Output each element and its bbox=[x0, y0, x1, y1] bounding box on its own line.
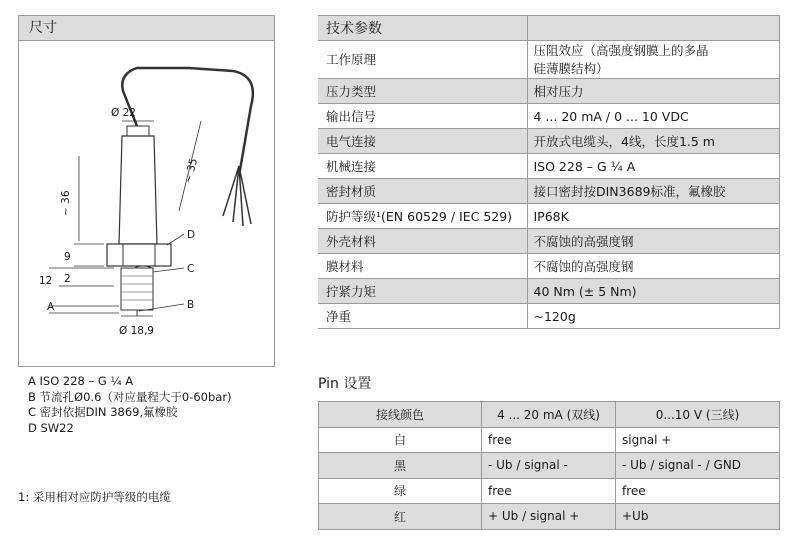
dimension-panel bbox=[18, 15, 275, 367]
legend-item: C 密封依据DIN 3869,氟橡胶 bbox=[28, 405, 178, 419]
table-row: 压力类型 相对压力 bbox=[318, 79, 780, 104]
table-row: 机械连接 ISO 228 – G ¼ A bbox=[318, 154, 780, 179]
dim-d22: Ø 22 bbox=[111, 107, 136, 119]
dim-35: ~ 35 bbox=[182, 157, 201, 185]
sensor-body bbox=[119, 136, 157, 244]
table-row: 膜材料 不腐蚀的高强度钢 bbox=[318, 254, 780, 279]
dim-d189: Ø 18,9 bbox=[119, 325, 154, 337]
legend-item: B 节流孔Ø0.6（对应量程大于0-60bar) bbox=[28, 389, 232, 404]
legend bbox=[28, 374, 232, 436]
sensor-drawing bbox=[19, 16, 276, 368]
tech-table bbox=[318, 15, 780, 329]
hex-nut bbox=[107, 244, 171, 266]
legend-item: A ISO 228 – G ¼ A bbox=[28, 374, 134, 388]
legend-item: D SW22 bbox=[28, 420, 74, 435]
table-row: 工作原理 压阻效应（高强度钢膜上的多晶 硅薄膜结构） bbox=[318, 41, 780, 79]
pin-table bbox=[318, 401, 780, 530]
table-row: 外壳材料 不腐蚀的高强度钢 bbox=[318, 229, 780, 254]
table-row: 电气连接 开放式电缆头，4线，长度1.5 m bbox=[318, 129, 780, 154]
table-row: 红 + Ub / signal + +Ub bbox=[319, 504, 780, 530]
label-A: A bbox=[47, 301, 55, 313]
pin-header: 接线颜色 bbox=[319, 402, 482, 428]
table-row: 净重 ~120g bbox=[318, 304, 780, 329]
pin-title: Pin 设置 bbox=[318, 376, 372, 392]
label-D: D bbox=[187, 229, 196, 241]
table-row: 白 free signal + bbox=[319, 427, 780, 453]
table-row: 黑 - Ub / signal - - Ub / signal - / GND bbox=[319, 453, 780, 479]
dimension-title: 尺寸 bbox=[19, 16, 274, 41]
tech-title: 技术参数 bbox=[318, 16, 527, 41]
pin-header: 4 ... 20 mA (双线) bbox=[482, 402, 616, 428]
dim-9: 9 bbox=[64, 251, 71, 263]
label-C: C bbox=[187, 263, 195, 275]
dim-2: 2 bbox=[64, 273, 71, 285]
label-B: B bbox=[187, 299, 195, 311]
footnote: 1: 采用相对应防护等级的电缆 bbox=[18, 490, 171, 504]
table-row: 拧紧力矩 40 Nm (± 5 Nm) bbox=[318, 279, 780, 304]
table-row: 输出信号 4 ... 20 mA / 0 ... 10 VDC bbox=[318, 104, 780, 129]
dim-36: ~ 36 bbox=[60, 190, 72, 216]
table-row: 密封材质 接口密封按DIN3689标准，氟橡胶 bbox=[318, 179, 780, 204]
pin-header: 0...10 V (三线) bbox=[616, 402, 780, 428]
table-row: 防护等级¹(EN 60529 / IEC 529) IP68K bbox=[318, 204, 780, 229]
thread bbox=[121, 268, 153, 310]
table-row: 绿 free free bbox=[319, 478, 780, 504]
dim-12: 12 bbox=[39, 275, 53, 287]
